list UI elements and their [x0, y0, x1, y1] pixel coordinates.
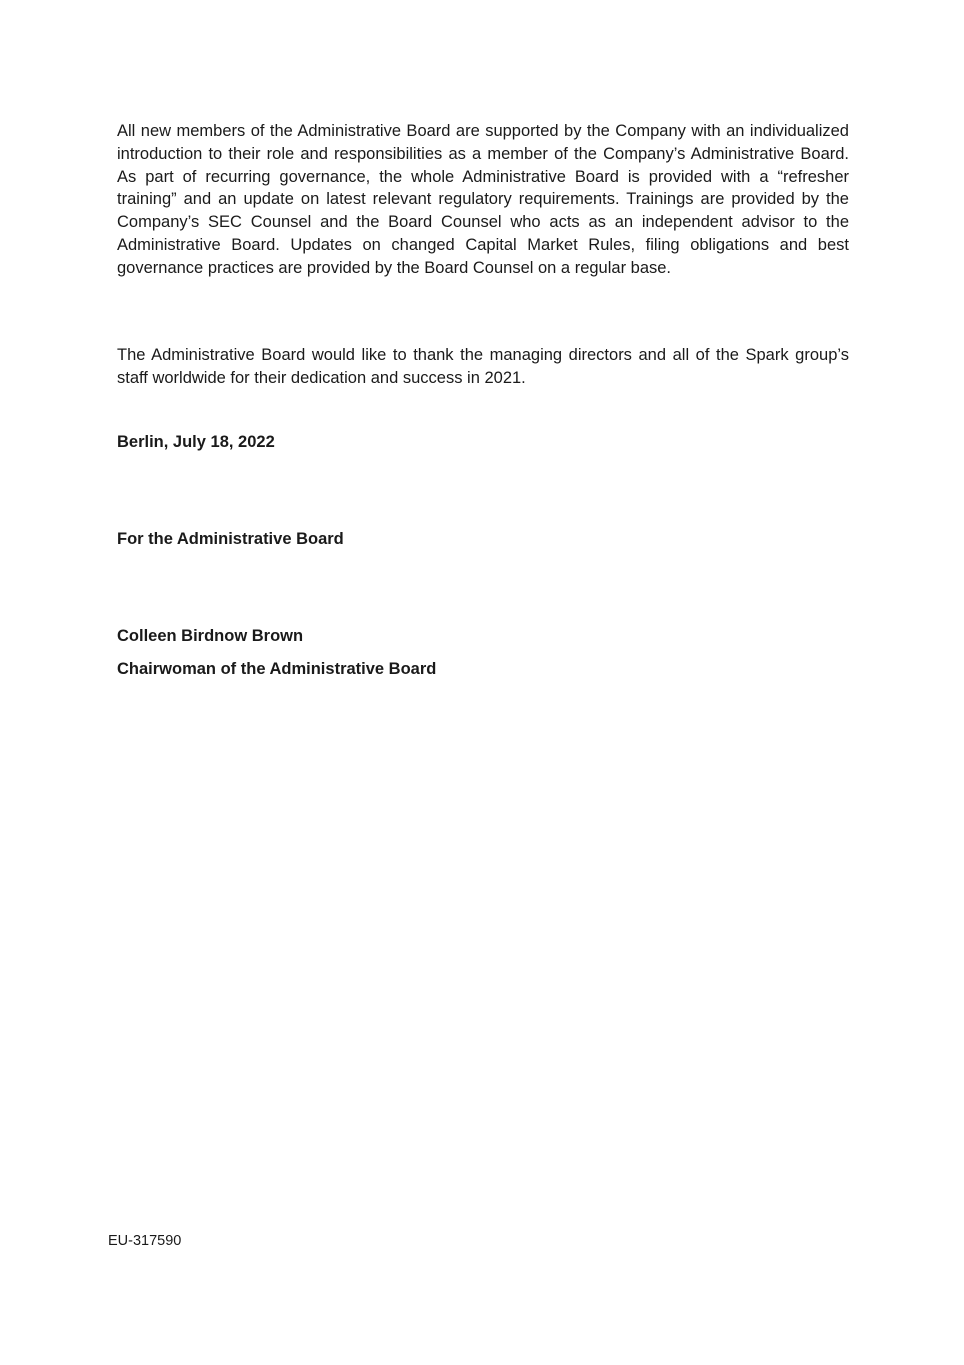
signer-name: Colleen Birdnow Brown — [117, 627, 304, 645]
place-date: Berlin, July 18, 2022 — [117, 433, 275, 451]
signer-title: Chairwoman of the Administrative Board — [117, 660, 437, 678]
on-behalf-line: For the Administrative Board — [117, 530, 344, 548]
footer-document-id: EU-317590 — [108, 1233, 182, 1249]
thanks-paragraph: The Administrative Board would like to thank the managing directors and all of the Spark group’s staff worldwide for their dedication and success in 2021. — [117, 346, 849, 387]
intro-paragraph: All new members of the Administrative Board are supported by the Company with an individualized introduction to their role and responsibilities as a member of the Company’s Administrative Board. As part of recurring governance, the whole Administrative Board is provided with a “refresher training” and an update on latest relevant regulatory requirements. Trainings are provided by the Company’s SEC Counsel and the Board Counsel who acts as an independent advisor to the Administrative Board. Updates on changed Capital Market Rules, filing obligations and best governance practices are provided by the Board Counsel on a regular base. — [117, 122, 849, 277]
